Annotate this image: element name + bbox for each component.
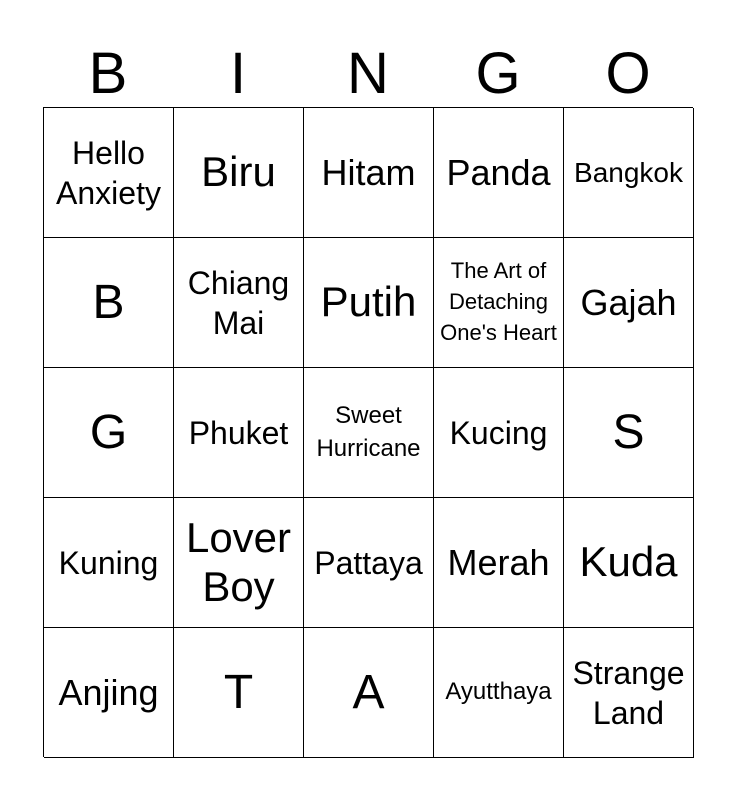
bingo-cell[interactable]	[434, 238, 564, 368]
cell-label: Biru	[201, 148, 276, 196]
cell-label: Merah	[447, 541, 550, 583]
bingo-cell[interactable]	[44, 108, 174, 238]
cell-label: Lover Boy	[185, 514, 292, 610]
bingo-cell[interactable]	[304, 498, 434, 628]
bingo-header	[43, 40, 693, 108]
cell-label: Gajah	[580, 281, 677, 323]
bingo-cell[interactable]	[434, 628, 564, 758]
bingo-cell[interactable]	[564, 238, 694, 368]
bingo-cell[interactable]	[44, 628, 174, 758]
bingo-board	[43, 107, 693, 757]
cell-label: Hitam	[321, 151, 416, 193]
cell-label: Ayutthaya	[445, 678, 552, 706]
bingo-cell[interactable]	[434, 368, 564, 498]
cell-label: Sweet Hurricane	[316, 402, 421, 462]
cell-label: Anjing	[58, 671, 159, 713]
header-letter-g: G	[475, 41, 521, 106]
bingo-cell[interactable]	[434, 498, 564, 628]
cell-label: S	[612, 405, 645, 459]
bingo-cell[interactable]	[44, 498, 174, 628]
cell-label: Kuda	[579, 538, 678, 586]
cell-label: Kucing	[449, 414, 548, 451]
cell-label: Hello Anxiety	[56, 134, 161, 211]
bingo-cell[interactable]	[564, 368, 694, 498]
cell-label: T	[223, 665, 254, 719]
cell-label: G	[89, 405, 128, 459]
bingo-cell[interactable]	[174, 628, 304, 758]
cell-label: Pattaya	[314, 544, 423, 581]
cell-label: Strange Land	[572, 654, 685, 731]
cell-label: Panda	[446, 151, 551, 193]
header-letter-o: O	[605, 41, 651, 106]
cell-label: Phuket	[188, 414, 289, 451]
cell-label: A	[352, 665, 385, 719]
cell-label: Bangkok	[574, 156, 683, 188]
bingo-cell[interactable]	[304, 368, 434, 498]
bingo-cell[interactable]	[174, 238, 304, 368]
bingo-cell[interactable]	[564, 498, 694, 628]
bingo-cell[interactable]	[174, 368, 304, 498]
header-letter-b: B	[88, 41, 128, 106]
cell-label: Chiang Mai	[187, 264, 290, 341]
header-letter-i: I	[229, 41, 247, 106]
cell-label: Kuning	[58, 544, 159, 581]
header-letter-n: N	[347, 41, 389, 106]
bingo-cell[interactable]	[174, 498, 304, 628]
bingo-cell[interactable]	[564, 108, 694, 238]
cell-label: Putih	[320, 278, 417, 326]
bingo-cell[interactable]	[44, 238, 174, 368]
cell-label: The Art of Detaching One's Heart	[440, 258, 557, 345]
bingo-cell[interactable]	[564, 628, 694, 758]
bingo-cell[interactable]	[174, 108, 304, 238]
cell-label: B	[92, 275, 125, 329]
bingo-cell[interactable]	[304, 628, 434, 758]
bingo-cell[interactable]	[44, 368, 174, 498]
bingo-cell[interactable]	[304, 108, 434, 238]
bingo-cell[interactable]	[434, 108, 564, 238]
bingo-cell[interactable]	[304, 238, 434, 368]
